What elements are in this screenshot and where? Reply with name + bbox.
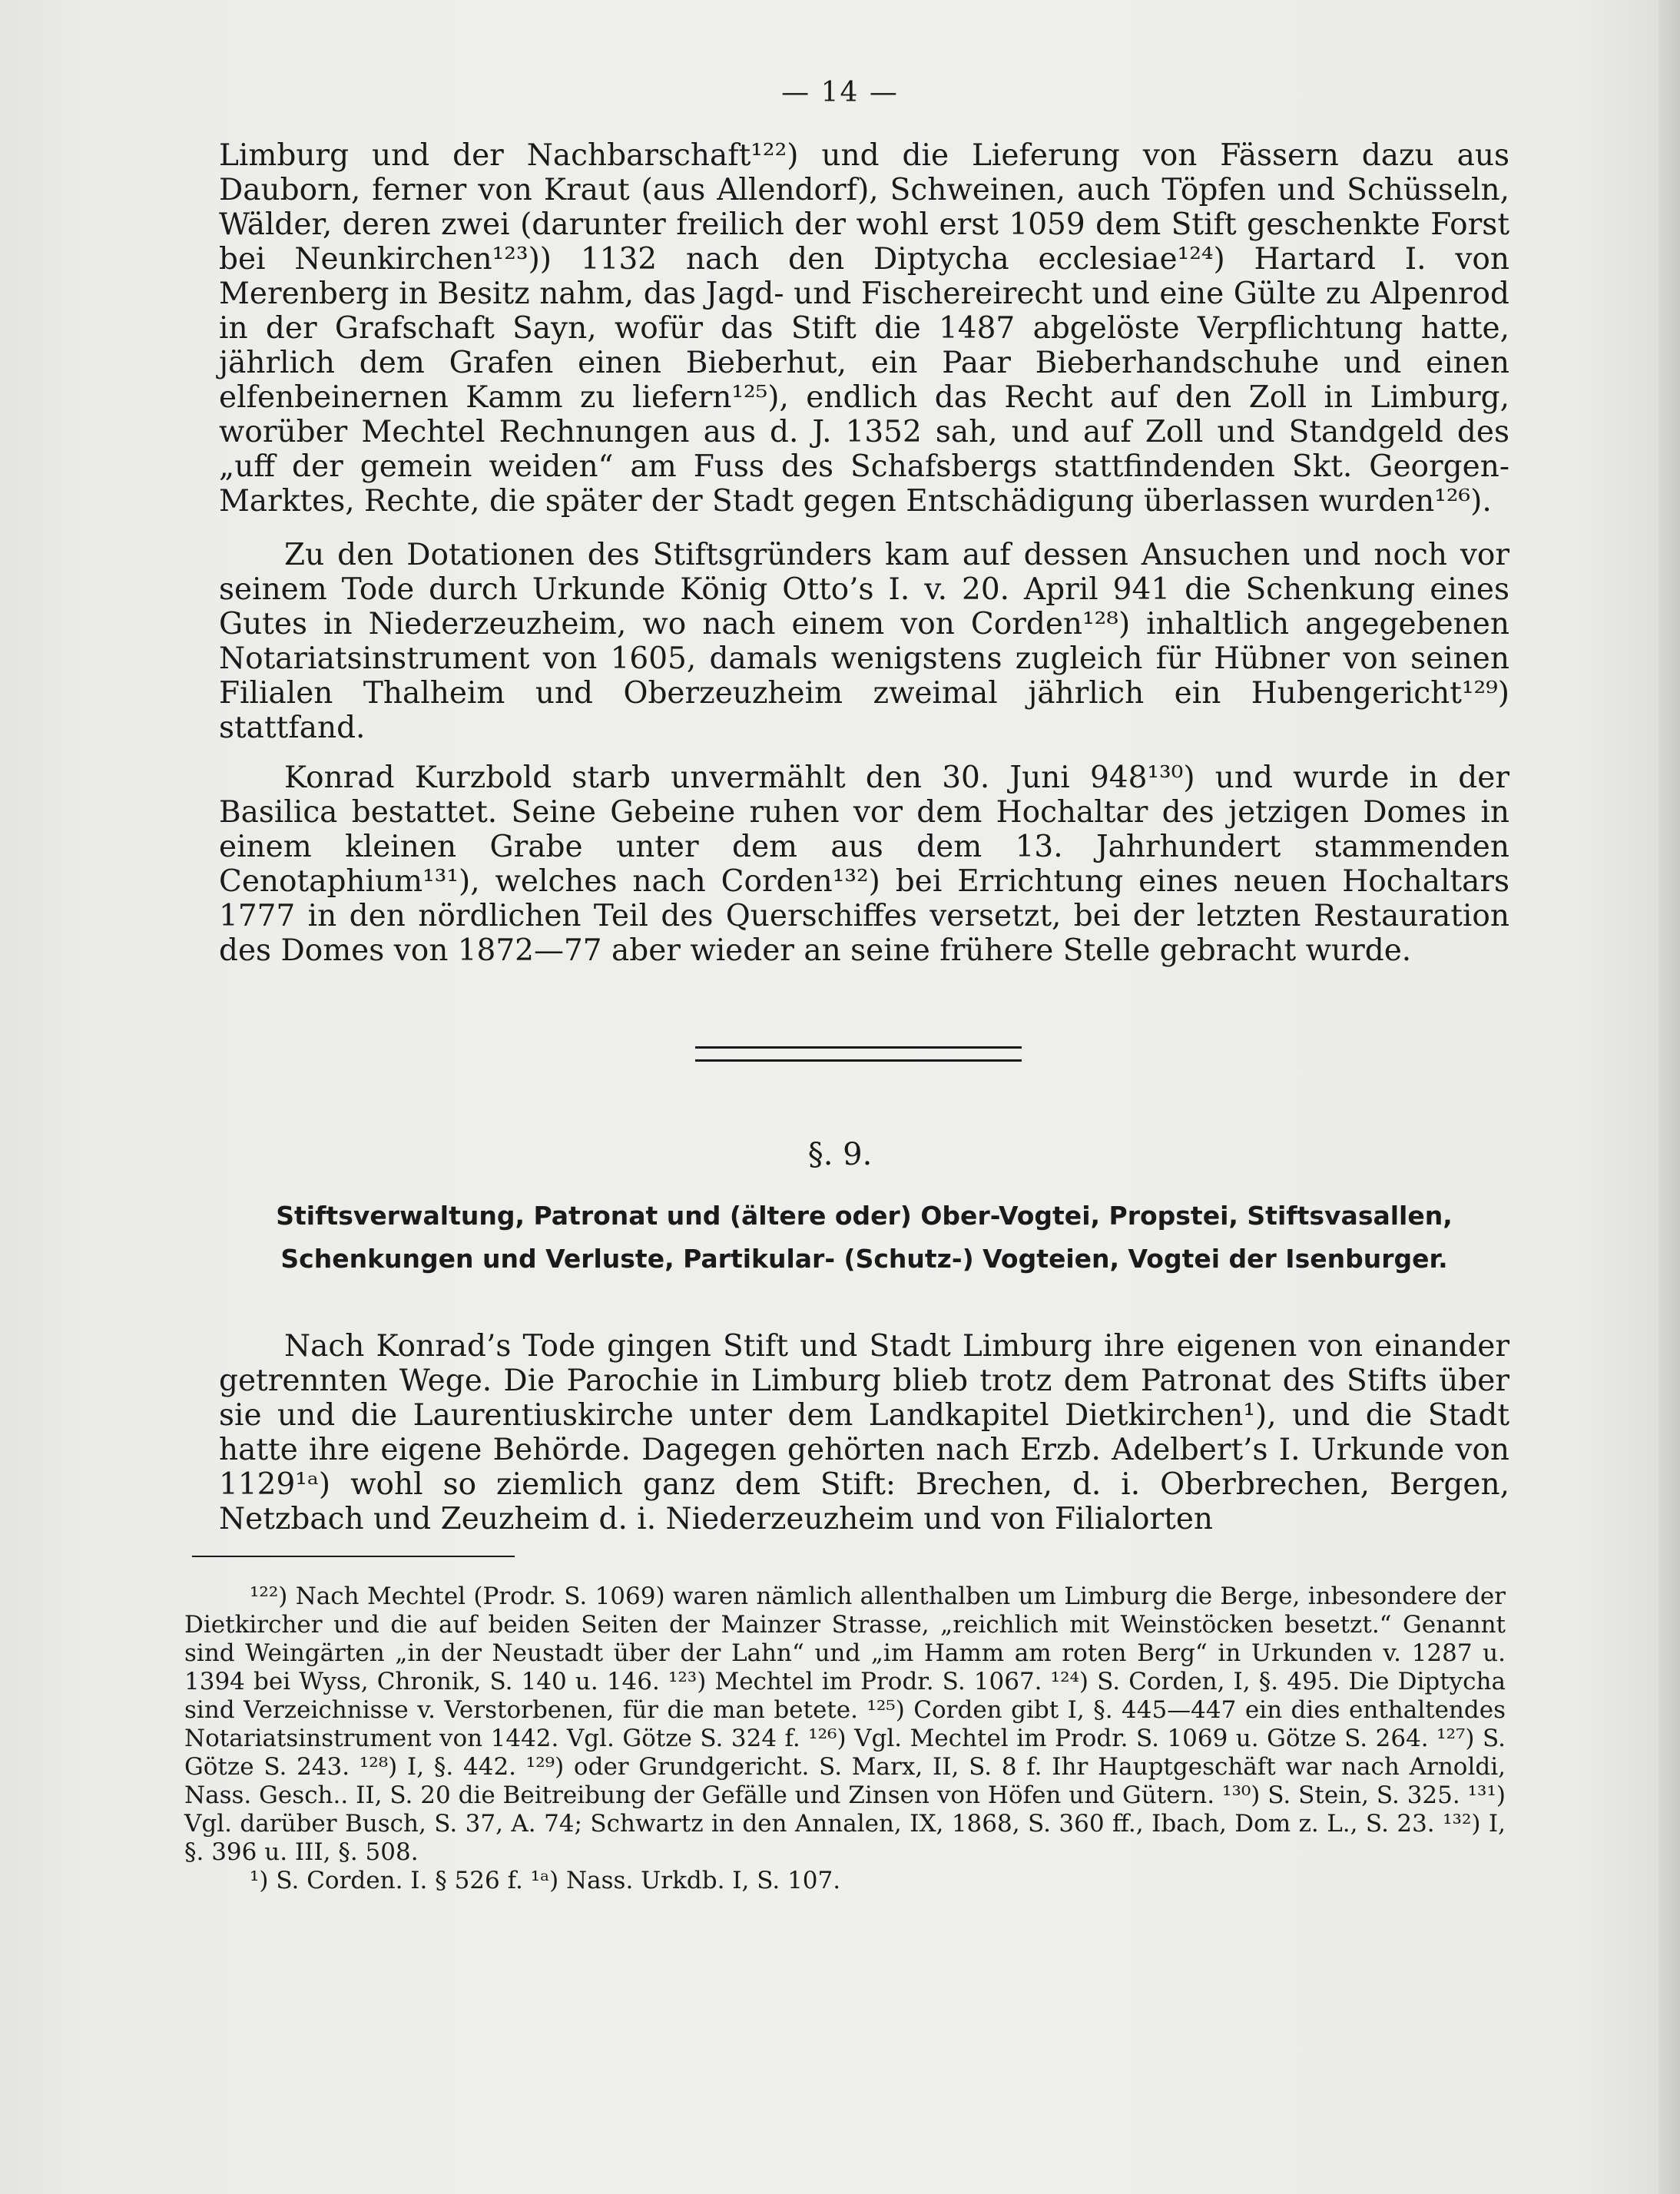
section-divider [695,1046,1022,1062]
paragraph-3 [219,761,1509,968]
section-number: §. 9. [807,1137,873,1172]
paragraph-2 [219,538,1509,745]
paragraph-4 [219,1329,1509,1536]
section-title: Stiftsverwaltung, Patronat und (ältere oder) Ober-Vogtei, Propstei, Stiftsvasallen, Schenkungen und Verluste, Partikular- (Schutz-) Vogteien, Vogtei der Isenburger. [276,1201,1453,1274]
paragraph-3-text: Konrad Kurzbold starb unvermählt den 30. Juni 948¹³⁰) und wurde in der Basilica bestattet. Seine Gebeine ruhen vor dem Hochaltar des jetzigen Domes in einem kleinen Grabe unter dem aus dem 13. Jahrhundert stammenden Cenotaphium¹³¹), welches nach Corden¹³²) bei Errichtung eines neuen Hochaltars 1777 in den nördlichen Teil des Querschiffes versetzt, bei der letzten Restauration des Domes von 1872—77 aber wieder an seine frühere Stelle gebracht wurde. [219,761,1509,968]
footnote-block-1: ¹²²) Nach Mechtel (Prodr. S. 1069) waren nämlich allenthalben um Limburg die Berge, inbesondere der Dietkircher und die auf beiden Seiten der Mainzer Strasse, „reichlich mit Weinstöcken besetzt.“ Genannt sind Weingärten „in der Neustadt über der Lahn“ und „im Hamm am roten Berg“ in Urkunden v. 1287 u. 1394 bei Wyss, Chronik, S. 140 u. 146. ¹²³) Mechtel im Prodr. S. 1067. ¹²⁴) S. Corden, I, §. 495. Die Diptycha sind Verzeichnisse v. Verstorbenen, für die man betete. ¹²⁵) Corden gibt I, §. 445—447 ein dies enthaltendes Notariatsinstrument von 1442. Vgl. Götze S. 324 f. ¹²⁶) Vgl. Mechtel im Prodr. S. 1069 u. Götze S. 264. ¹²⁷) S. Götze S. 243. ¹²⁸) I, §. 442. ¹²⁹) oder Grundgericht. S. Marx, II, S. 8 f. Ihr Hauptgeschäft war nach Arnoldi, Nass. Gesch.. II, S. 20 die Beitreibung der Gefälle und Zinsen von Höfen und Gütern. ¹³⁰) S. Stein, S. 325. ¹³¹) Vgl. darüber Busch, S. 37, A. 74; Schwartz in den Annalen, IX, 1868, S. 360 ff., Ibach, Dom z. L., S. 23. ¹³²) I, §. 396 u. III, §. 508. [184,1583,1506,1866]
footnotes [184,1583,1506,1895]
page-edge-shadow [1658,0,1680,2194]
paragraph-4-text: Nach Konrad’s Tode gingen Stift und Stadt Limburg ihre eigenen von einander getrennten Wege. Die Parochie in Limburg blieb trotz dem Patronat des Stifts über sie und die Laurentiuskirche unter dem Landkapitel Dietkirchen¹), und die Stadt hatte ihre eigene Behörde. Dagegen gehörten nach Erzb. Adelbert’s I. Urkunde von 1129¹ᵃ) wohl so ziemlich ganz dem Stift: Brechen, d. i. Oberbrechen, Bergen, Netzbach und Zeuzheim d. i. Niederzeuzheim und von Filialorten [219,1329,1509,1536]
footnote-divider [192,1556,515,1557]
footnote-block-2: ¹) S. Corden. I. § 526 f. ¹ᵃ) Nass. Urkdb. I, S. 107. [250,1867,841,1894]
page-number: — 14 — [781,77,899,108]
paragraph-1 [219,138,1509,519]
paragraph-2-text: Zu den Dotationen des Stiftsgründers kam auf dessen Ansuchen und noch vor seinem Tode durch Urkunde König Otto’s I. v. 20. April 941 die Schenkung eines Gutes in Niederzeuzheim, wo nach einem von Corden¹²⁸) inhaltlich angegebenen Notariatsinstrument von 1605, damals wenigstens zugleich für Hübner von seinen Filialen Thalheim und Oberzeuzheim zweimal jährlich ein Hubengericht¹²⁹) stattfand. [219,538,1509,745]
paragraph-1-text: Limburg und der Nachbarschaft¹²²) und die Lieferung von Fässern dazu aus Dauborn, ferner von Kraut (aus Allendorf), Schweinen, auch Töpfen und Schüsseln, Wälder, deren zwei (darunter freilich der wohl erst 1059 dem Stift geschenkte Forst bei Neunkirchen¹²³)) 1132 nach den Diptycha ecclesiae¹²⁴) Hartard I. von Merenberg in Besitz nahm, das Jagd- und Fischereirecht und eine Gülte zu Alpenrod in der Grafschaft Sayn, wofür das Stift die 1487 abgelöste Verpflichtung hatte, jährlich dem Grafen einen Bieberhut, ein Paar Bieberhandschuhe und einen elfenbeinernen Kamm zu liefern¹²⁵), endlich das Recht auf den Zoll in Limburg, worüber Mechtel Rechnungen aus d. J. 1352 sah, und auf Zoll und Standgeld des „uff der gemein weiden“ am Fuss des Schafsbergs stattfindenden Skt. Georgen-Marktes, Rechte, die später der Stadt gegen Entschädigung überlassen wurden¹²⁶). [219,138,1509,519]
